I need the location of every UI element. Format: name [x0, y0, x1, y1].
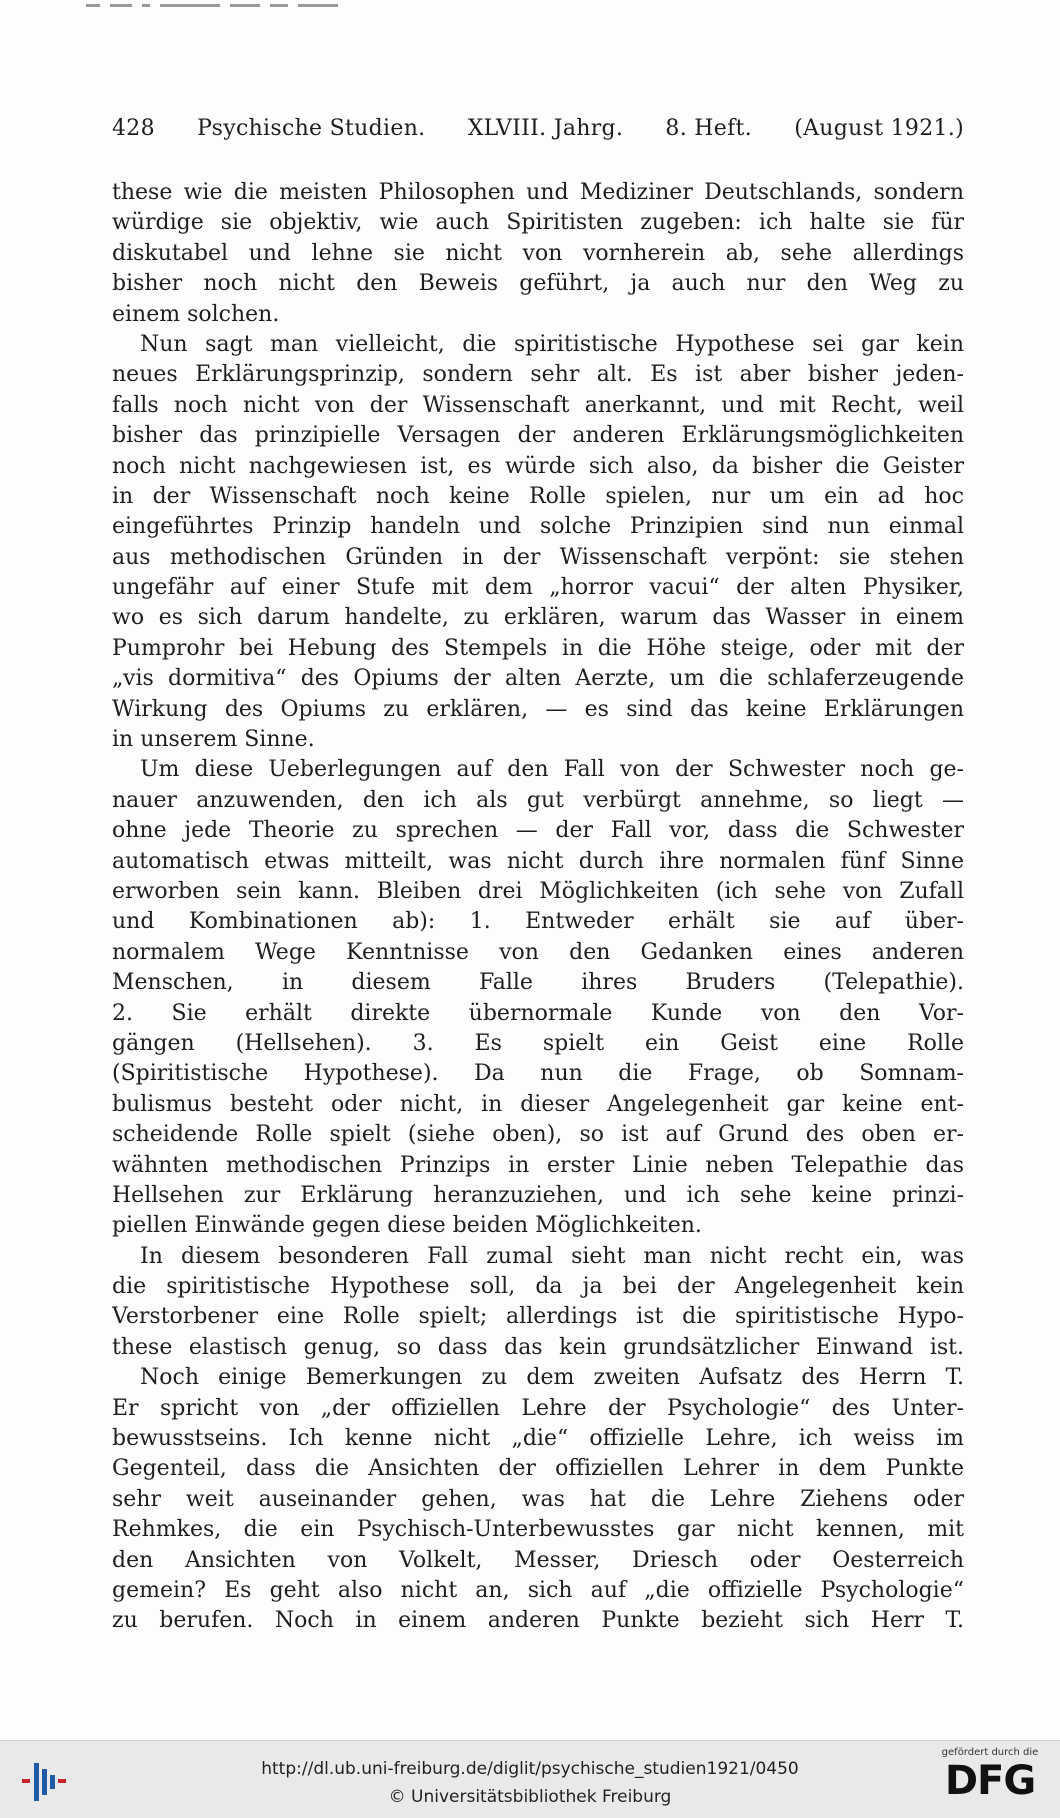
text-line: bulismus besteht oder nicht, in dieser Angelegenheit gar keine ent- — [112, 1091, 964, 1117]
page-number: 428 — [112, 116, 155, 141]
text-line: Gegenteil, dass die Ansichten der offiziellen Lehrer in dem Punkte — [112, 1456, 964, 1482]
text-line: den Ansichten von Volkelt, Messer, Driesch oder Oesterreich — [112, 1547, 964, 1573]
text-line: nauer anzuwenden, den ich als gut verbürgt annehme, so liegt — — [112, 787, 964, 813]
text-line: bisher das prinzipielle Versagen der anderen Erklärungsmöglichkeiten — [112, 423, 964, 449]
text-line: Rehmkes, die ein Psychisch-Unterbewusstes gar nicht kennen, mit — [112, 1517, 964, 1543]
text-line: Noch einige Bemerkungen zu dem zweiten Aufsatz des Herrn T. — [140, 1365, 964, 1391]
text-line: Wirkung des Opiums zu erklären, — es sind das keine Erklärungen — [112, 696, 964, 722]
text-line: scheidende Rolle spielt (siehe oben), so ist auf Grund des oben er- — [112, 1122, 964, 1148]
scan-edge-marks — [86, 4, 406, 14]
text-line: eingeführtes Prinzip handeln und solche Prinzipien sind nun einmal — [112, 514, 964, 540]
text-line: würdige sie objektiv, wie auch Spiritisten zugeben: ich halte sie für — [112, 210, 964, 236]
text-line: ungefähr auf einer Stufe mit dem „horror vacui“ der alten Physiker, — [112, 575, 964, 601]
text-line: neues Erklärungsprinzip, sondern sehr alt. Es ist aber bisher jeden- — [112, 362, 964, 388]
dfg-wordmark: DFG — [944, 1758, 1036, 1804]
text-line: „vis dormitiva“ des Opiums der alten Aerzte, um die schlaferzeugende — [112, 666, 964, 692]
text-line: Pumprohr bei Hebung des Stempels in die Höhe steige, oder mit der — [112, 635, 964, 661]
text-line: these wie die meisten Philosophen und Mediziner Deutschlands, sondern — [112, 180, 964, 205]
issue: 8. Heft. — [665, 116, 752, 141]
text-line: wähnten methodischen Prinzips in erster Linie neben Telepathie das — [112, 1152, 964, 1178]
text-line: automatisch etwas mitteilt, was nicht durch ihre normalen fünf Sinne — [112, 848, 964, 874]
text-line: diskutabel und lehne sie nicht von vornherein ab, sehe allerdings — [112, 240, 964, 266]
text-line: einem solchen. — [112, 301, 280, 327]
copyright-notice: © Universitätsbibliothek Freiburg — [388, 1787, 672, 1807]
text-line: In diesem besonderen Fall zumal sieht man nicht recht ein, was — [140, 1243, 964, 1269]
body-text — [112, 178, 964, 1637]
text-line: wo es sich darum handelte, zu erklären, warum das Wasser in einem — [112, 605, 964, 631]
text-line: bisher noch nicht den Beweis geführt, ja auch nur den Weg zu — [112, 271, 964, 297]
text-line: piellen Einwände gegen diese beiden Möglichkeiten. — [112, 1213, 702, 1239]
volume: XLVIII. Jahrg. — [467, 116, 624, 141]
text-line: 2. Sie erhält direkte übernormale Kunde von den Vor- — [112, 1000, 964, 1026]
dfg-caption: gefördert durch die — [941, 1747, 1039, 1758]
dfg-logo — [934, 1747, 1046, 1813]
text-line: Menschen, in diesem Falle ihres Bruders (Telepathie). — [112, 970, 964, 996]
text-line: in unserem Sinne. — [112, 727, 315, 753]
text-line: zu berufen. Noch in einem anderen Punkte bezieht sich Herr T. — [112, 1608, 964, 1634]
issue-date: (August 1921.) — [794, 116, 964, 141]
text-line: noch nicht nachgewiesen ist, es würde sich also, da bisher die Geister — [112, 453, 964, 479]
text-line: gängen (Hellsehen). 3. Es spielt ein Geist eine Rolle — [112, 1030, 964, 1056]
text-line: Nun sagt man vielleicht, die spiritistische Hypothese sei gar kein — [140, 331, 964, 357]
text-line: Er spricht von „der offiziellen Lehre der Psychologie“ des Unter- — [112, 1395, 964, 1421]
text-line: aus methodischen Gründen in der Wissenschaft verpönt: sie stehen — [112, 544, 964, 570]
text-line: Verstorbener eine Rolle spielt; allerdings ist die spiritistische Hypo- — [112, 1304, 964, 1330]
text-line: (Spiritistische Hypothese). Da nun die Frage, ob Somnam- — [112, 1061, 964, 1087]
text-line: in der Wissenschaft noch keine Rolle spielen, nur um ein ad hoc — [112, 483, 964, 509]
text-line: ohne jede Theorie zu sprechen — der Fall vor, dass die Schwester — [112, 818, 964, 844]
text-line: normalem Wege Kenntnisse von den Gedanken eines anderen — [112, 939, 964, 965]
text-line: Hellsehen zur Erklärung heranzuziehen, und ich sehe keine prinzi- — [112, 1182, 964, 1208]
text-line: bewusstseins. Ich kenne nicht „die“ offizielle Lehre, ich weiss im — [112, 1426, 964, 1452]
journal-title: Psychische Studien. — [197, 116, 426, 141]
text-line: falls noch nicht von der Wissenschaft anerkannt, und mit Recht, weil — [112, 392, 964, 418]
text-line: und Kombinationen ab): 1. Entweder erhält sie auf über- — [112, 909, 964, 935]
text-line: sehr weit auseinander gehen, was hat die Lehre Ziehens oder — [112, 1486, 964, 1512]
permalink-url[interactable]: http://dl.ub.uni-freiburg.de/diglit/psychische_studien1921/0450 — [261, 1759, 799, 1779]
text-line: erworben sein kann. Bleiben drei Möglichkeiten (ich sehe von Zufall — [112, 878, 964, 904]
running-header — [112, 116, 964, 141]
text-line: gemein? Es geht also nicht an, sich auf „die offizielle Psychologie“ — [112, 1577, 964, 1603]
text-line: these elastisch genug, so dass das kein grundsätzlicher Einwand ist. — [112, 1334, 964, 1360]
text-line: die spiritistische Hypothese soll, da ja bei der Angelegenheit kein — [112, 1274, 964, 1300]
text-line: Um diese Ueberlegungen auf den Fall von der Schwester noch ge- — [140, 757, 964, 783]
viewer-footer — [0, 1740, 1060, 1818]
